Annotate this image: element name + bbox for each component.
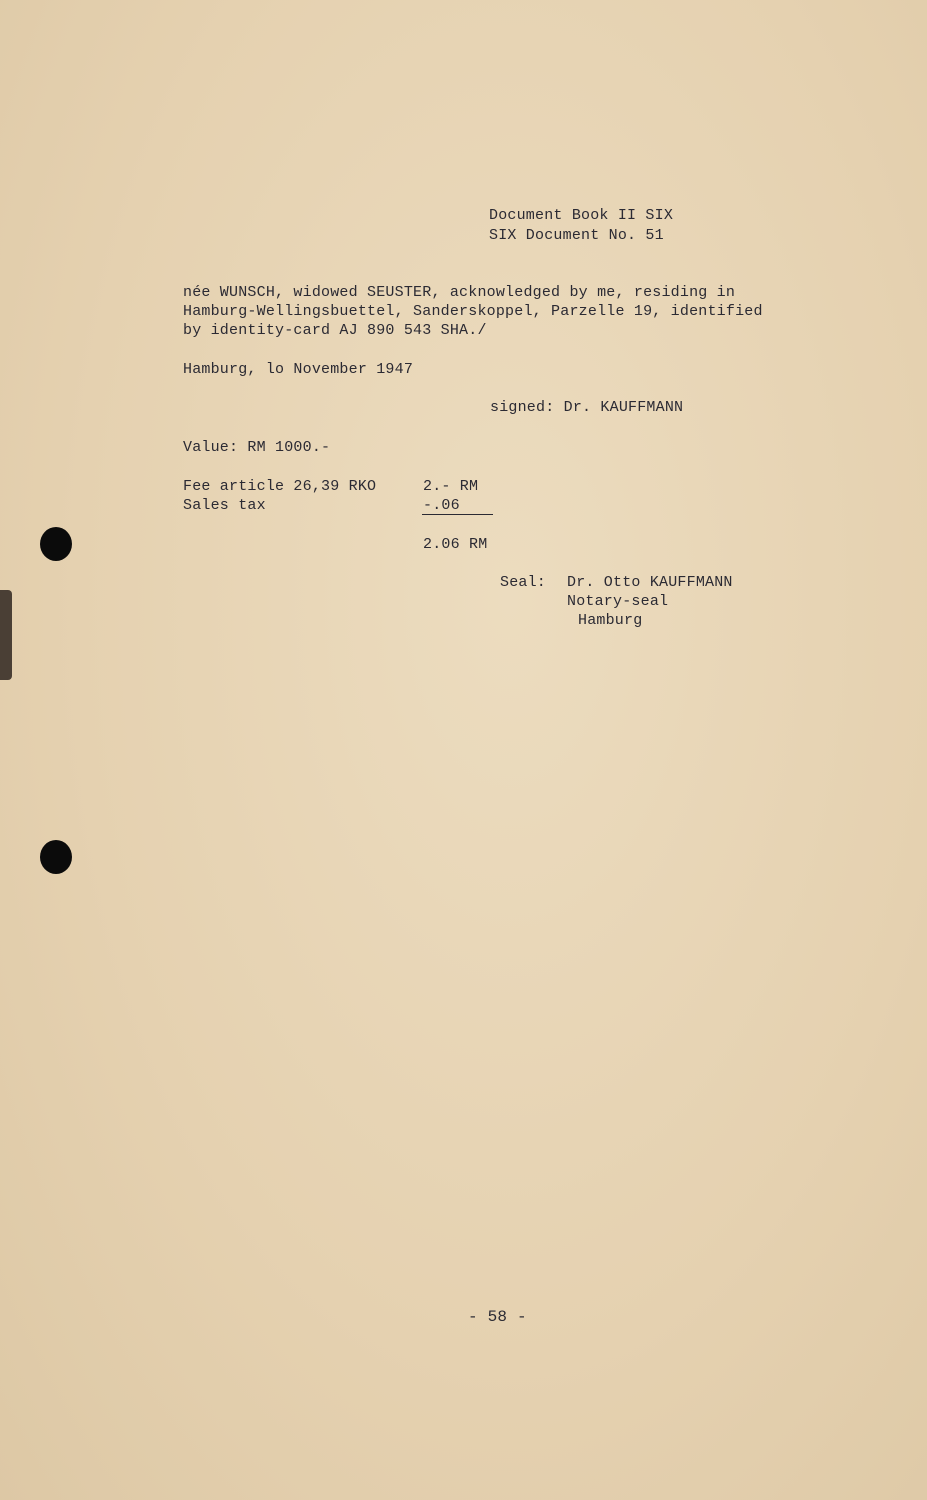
page-edge-shadow xyxy=(0,590,12,680)
paragraph-line-3: by identity-card AJ 890 543 SHA./ xyxy=(183,322,487,339)
fee-amount: 2.- RM xyxy=(423,478,479,495)
sales-tax-amount: -.06 xyxy=(423,497,460,514)
seal-label: Seal: xyxy=(500,574,547,591)
seal-type: Notary-seal xyxy=(567,593,669,610)
value-line: Value: RM 1000.- xyxy=(183,439,331,456)
fee-label: Fee article 26,39 RKO xyxy=(183,478,377,495)
document-number-line: SIX Document No. 51 xyxy=(489,227,664,244)
punch-hole-top xyxy=(40,527,72,561)
page-number: - 58 - xyxy=(468,1308,527,1326)
seal-name: Dr. Otto KAUFFMANN xyxy=(567,574,733,591)
paragraph-line-2: Hamburg-Wellingsbuettel, Sanderskoppel, Parzelle 19, identified xyxy=(183,303,763,320)
sales-tax-label: Sales tax xyxy=(183,497,266,514)
place-date: Hamburg, lo November 1947 xyxy=(183,361,414,378)
sum-underline xyxy=(422,514,493,515)
seal-city: Hamburg xyxy=(578,612,643,629)
signature-line: signed: Dr. KAUFFMANN xyxy=(490,399,684,416)
document-book-line: Document Book II SIX xyxy=(489,207,674,224)
punch-hole-bottom xyxy=(40,840,72,874)
paragraph-line-1: née WUNSCH, widowed SEUSTER, acknowledged by me, residing in xyxy=(183,284,736,301)
fee-total: 2.06 RM xyxy=(423,536,488,553)
